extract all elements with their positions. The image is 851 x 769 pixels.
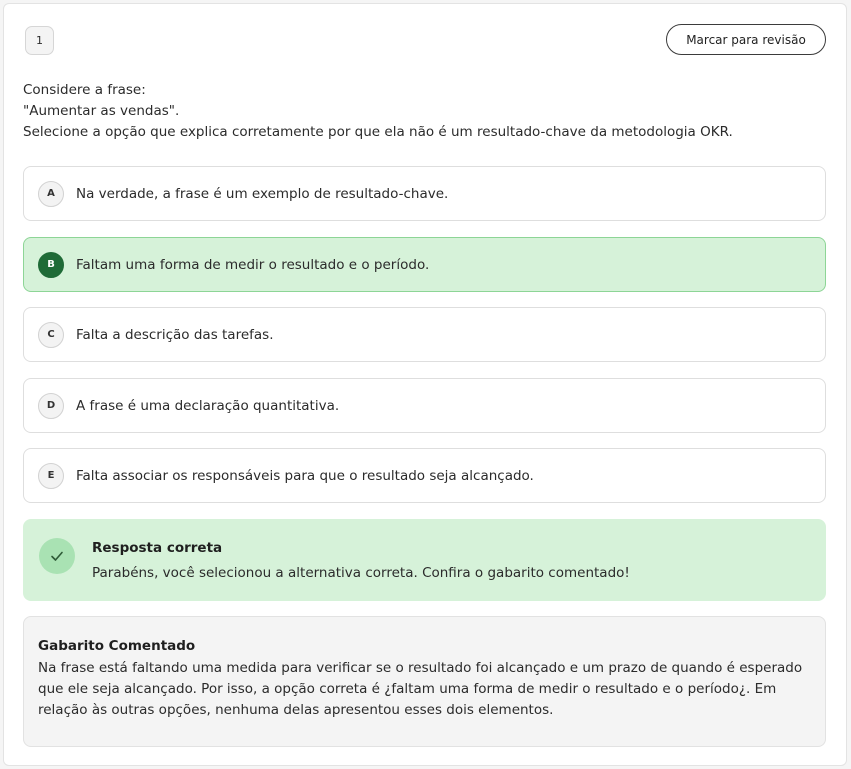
option-b[interactable] — [23, 237, 826, 292]
option-letter: A — [38, 181, 64, 207]
statement-line: Selecione a opção que explica corretamente por que ela não é um resultado-chave da metodologia OKR. — [23, 124, 733, 140]
feedback-title: Resposta correta — [92, 540, 223, 556]
commentary-title: Gabarito Comentado — [38, 638, 196, 654]
statement-line: Considere a frase: — [23, 82, 146, 98]
option-text: A frase é uma declaração quantitativa. — [76, 397, 340, 414]
option-text: Falta a descrição das tarefas. — [76, 326, 274, 343]
option-letter: C — [38, 322, 64, 348]
check-icon — [39, 538, 75, 574]
option-letter: E — [38, 463, 64, 489]
option-letter: D — [38, 393, 64, 419]
feedback-message: Parabéns, você selecionou a alternativa correta. Confira o gabarito comentado! — [92, 565, 630, 581]
option-letter: B — [38, 252, 64, 278]
option-c[interactable] — [23, 307, 826, 362]
correct-answer-feedback — [23, 519, 826, 601]
option-text: Falta associar os responsáveis para que o resultado seja alcançado. — [76, 467, 534, 484]
question-statement — [23, 80, 833, 143]
check-icon-glyph — [49, 548, 65, 564]
option-text: Na verdade, a frase é um exemplo de resultado-chave. — [76, 185, 449, 202]
option-e[interactable] — [23, 448, 826, 503]
question-card — [3, 3, 847, 766]
commentary-text: Na frase está faltando uma medida para verificar se o resultado foi alcançado e um prazo de quando é esperado que ele seja alcançado. Por isso, a opção correta é ¿faltam uma forma de medir o resultado e o período¿. Em relação às outras opções, nenhuma delas apresentou esses dois elementos. — [38, 660, 803, 718]
mark-for-review-button[interactable]: Marcar para revisão — [666, 24, 826, 55]
option-a[interactable] — [23, 166, 826, 221]
statement-line: "Aumentar as vendas". — [23, 103, 180, 119]
question-number-badge: 1 — [25, 26, 54, 55]
option-d[interactable] — [23, 378, 826, 433]
answer-commentary — [23, 616, 826, 747]
option-text: Faltam uma forma de medir o resultado e o período. — [76, 256, 430, 273]
